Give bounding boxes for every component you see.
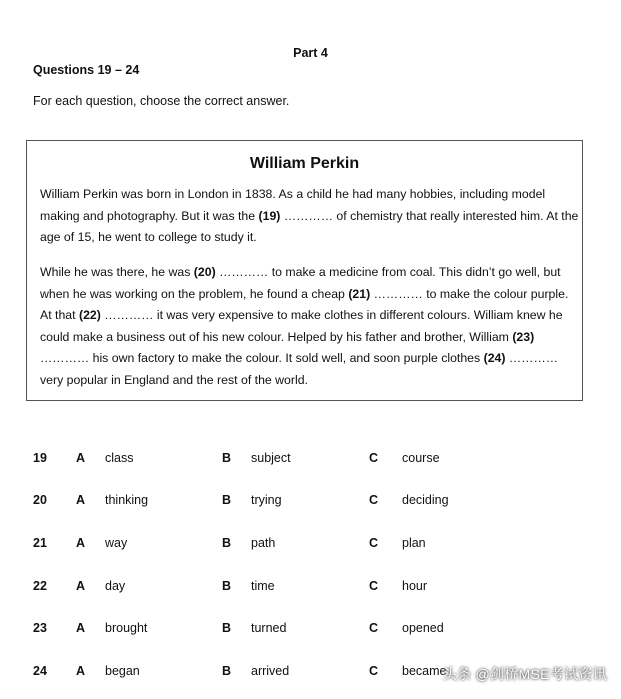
option-letter-c: C <box>369 579 379 593</box>
passage-title: William Perkin <box>249 155 360 172</box>
gap-number: (24) <box>483 351 506 365</box>
option-letter-b: B <box>222 579 232 593</box>
passage-paragraph-1 <box>40 184 580 249</box>
question-number: 22 <box>33 579 47 593</box>
option-a[interactable]: thinking <box>105 493 149 507</box>
option-letter-c: C <box>369 664 379 678</box>
option-letter-a: A <box>76 536 86 550</box>
option-letter-b: B <box>222 664 232 678</box>
question-row <box>0 579 621 597</box>
passage-text: William Perkin was born in London in 1838. As a child he had many hobbies, including model making and photography. But it was the <box>40 187 546 223</box>
option-c[interactable]: plan <box>402 536 426 550</box>
passage-text: While he was there, he was <box>40 265 194 279</box>
passage-box <box>26 140 583 401</box>
question-number: 23 <box>33 621 47 635</box>
option-letter-a: A <box>76 579 86 593</box>
gap-number: (21) <box>348 286 371 301</box>
option-b[interactable]: subject <box>251 451 291 465</box>
question-row <box>0 536 621 554</box>
option-letter-a: A <box>76 664 86 678</box>
question-row <box>0 621 621 639</box>
option-letter-a: A <box>76 621 86 635</box>
question-number: 19 <box>33 451 47 465</box>
option-b[interactable]: time <box>251 579 275 593</box>
option-letter-c: C <box>369 451 379 465</box>
instruction-text: For each question, choose the correct answer. <box>33 94 290 108</box>
option-c[interactable]: deciding <box>402 493 449 507</box>
passage-paragraph-2 <box>40 262 580 391</box>
question-row <box>0 493 621 511</box>
passage-text: ………… his own factory to make the colour. It sold well, and soon purple clothes <box>40 351 484 365</box>
passage-text: ………… of chemistry that really interested him. At the age of 15, he went to college to study it. <box>40 208 579 244</box>
passage-text: ………… very popular in England and the rest of the world. <box>40 351 559 387</box>
option-letter-b: B <box>222 451 232 465</box>
option-letter-b: B <box>222 493 232 507</box>
option-b[interactable]: trying <box>251 493 282 507</box>
option-letter-c: C <box>369 536 379 550</box>
watermark-text: 头条 @剑桥MSE考试资讯 <box>442 666 607 682</box>
passage-text: ………… to make a medicine from coal. This didn’t go well, but when he was working on the problem, he found a cheap <box>40 265 561 301</box>
option-letter-b: B <box>222 536 232 550</box>
option-a[interactable]: class <box>105 451 134 465</box>
passage-text: ………… to make the colour purple. At that <box>40 286 569 322</box>
part-title: Part 4 <box>293 46 328 60</box>
option-b[interactable]: arrived <box>251 664 290 678</box>
question-number: 24 <box>33 664 47 678</box>
option-a[interactable]: began <box>105 664 140 678</box>
option-b[interactable]: path <box>251 536 276 550</box>
option-letter-b: B <box>222 621 232 635</box>
option-c[interactable]: hour <box>402 579 428 593</box>
questions-title: Questions 19 – 24 <box>33 63 140 77</box>
passage-text: ………… it was very expensive to make clothes in different colours. William knew he could make a business out of his new colour. Helped by his father and brother, William <box>40 308 563 344</box>
option-c[interactable]: became <box>402 664 447 678</box>
question-row <box>0 451 621 469</box>
option-c[interactable]: course <box>402 451 440 465</box>
option-a[interactable]: day <box>105 579 126 593</box>
gap-number: (19) <box>258 208 281 223</box>
option-letter-a: A <box>76 493 86 507</box>
question-number: 21 <box>33 536 47 550</box>
option-c[interactable]: opened <box>402 621 444 635</box>
gap-number: (20) <box>193 265 216 279</box>
option-b[interactable]: turned <box>251 621 287 635</box>
option-letter-c: C <box>369 621 379 635</box>
question-number: 20 <box>33 493 47 507</box>
option-letter-c: C <box>369 493 379 507</box>
gap-number: (22) <box>78 308 101 322</box>
gap-number: (23) <box>512 329 535 344</box>
option-a[interactable]: brought <box>105 621 148 635</box>
option-a[interactable]: way <box>105 536 128 550</box>
option-letter-a: A <box>76 451 86 465</box>
